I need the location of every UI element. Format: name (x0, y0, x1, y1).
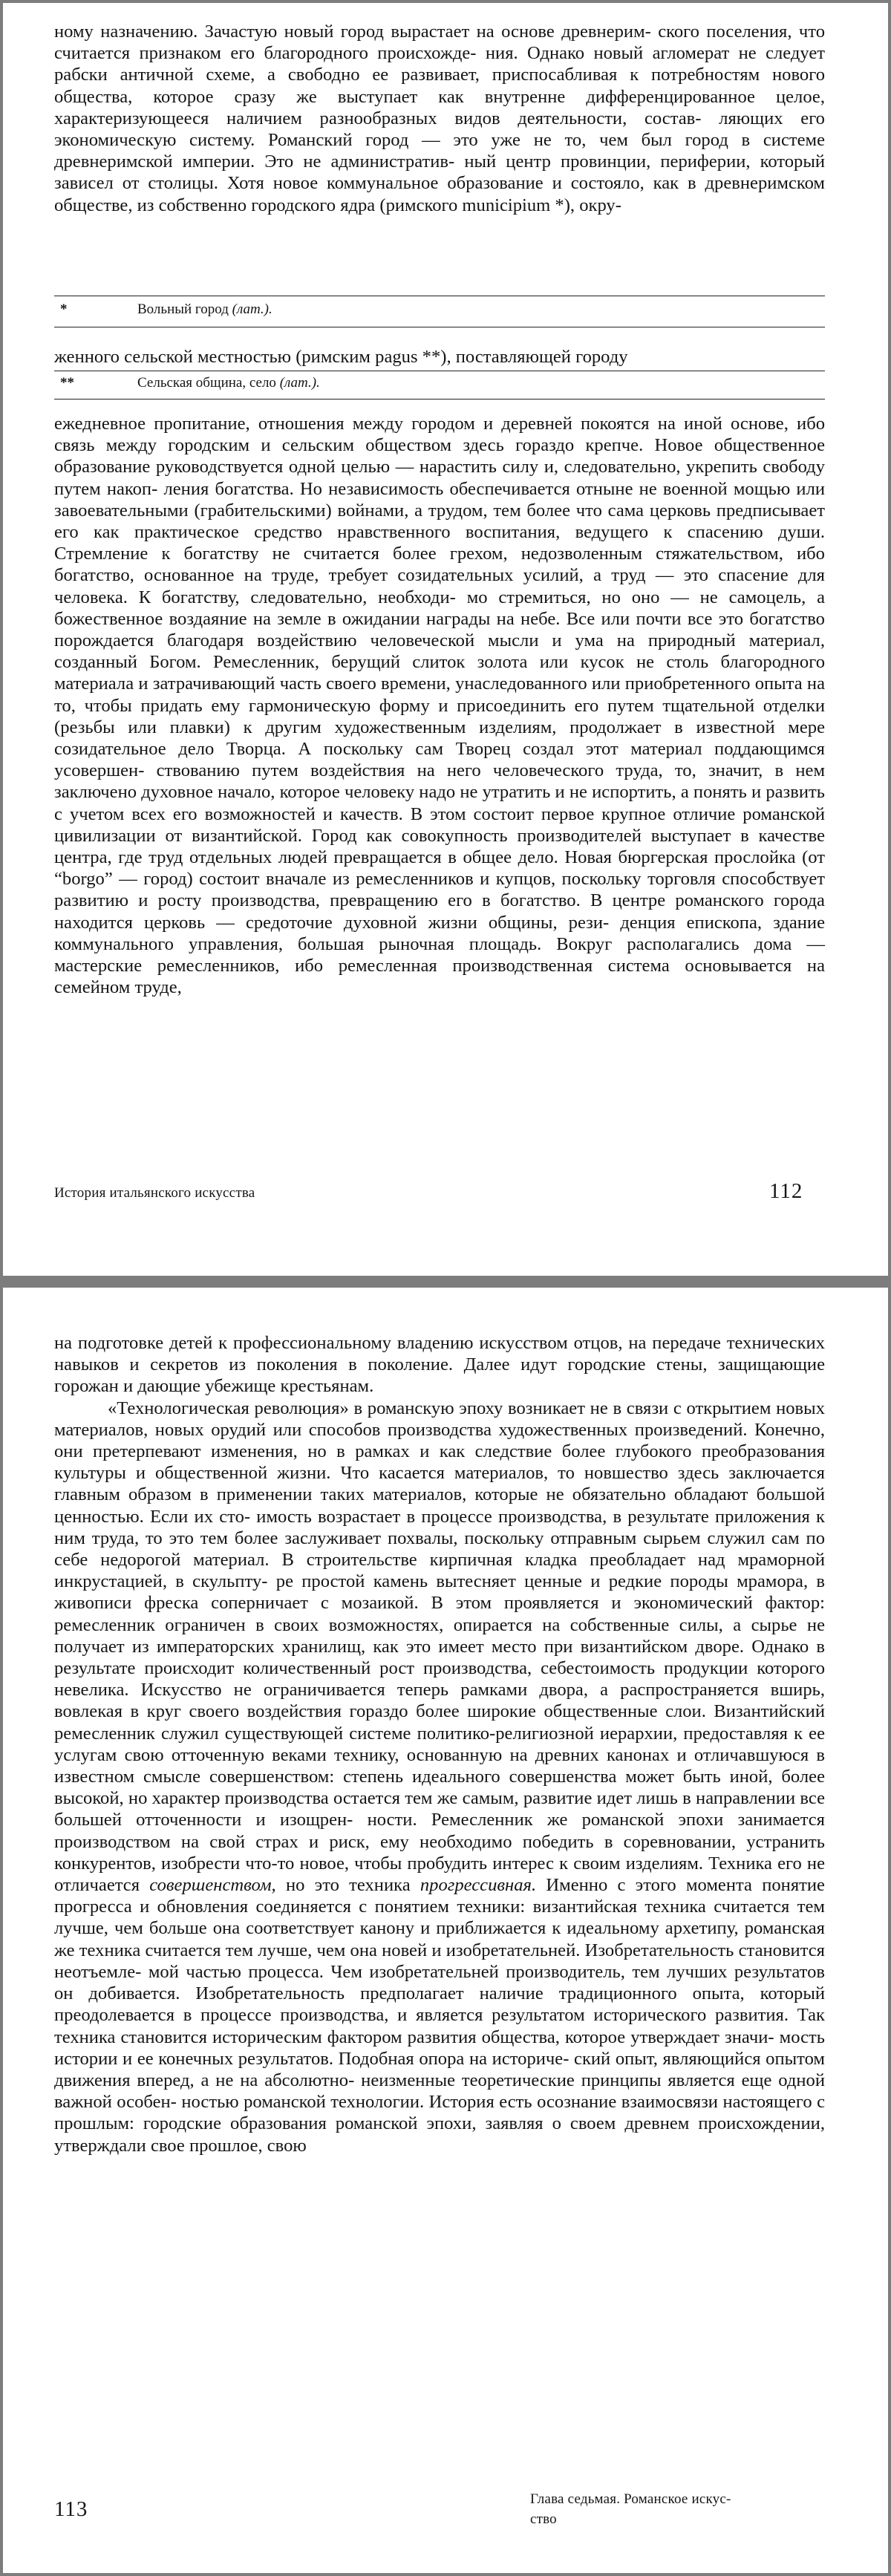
page-number: 112 (769, 1179, 803, 1203)
paragraph: женного сельской местностью (римским pagus **), поставляющей городу (54, 347, 628, 367)
running-head: История итальянского искусства (54, 1185, 255, 1201)
paragraph: ежедневное пропитание, отношения между городом и деревней покоятся на иной основе, ибо связь между городским и сельским обществом здесь гораздо крепче. Новое общественное образование руководствуется одной целью — нарастить силу и, следовательно, укрепить свободу путем накоп- ления богатства. Но независимость обеспечивается отныне не военной мощью или завоевательными (грабительскими) войнами, а трудом, тем более что сама церковь предписывает его как практическое средство нравственного воспитания, ведущего к спасению души. Стремление к богатству не считается более грехом, недозволенным стяжательством, ибо богатство, основанное на труде, требует созидательных усилий, а труд — это спасение для человека. К богатству, следовательно, необходи- мо стремиться, но оно — не самоцель, а божественное воздаяние на земле в ожидании награды на небе. Все или почти все это богатство порождается благодаря воздействию человеческой мысли и ума на природный материал, созданный Богом. Ремесленник, берущий слиток золота или кусок не столь благородного материала и затрачивающий часть своего времени, унаследованного или приобретенного опыта на то, чтобы придать ему гармоническую форму и присоединить его путем тщательной отделки (резьбы или плавки) к другим художественным изделиям, продолжает в известной мере созидательное дело Творца. А поскольку сам Творец создал этот материал поддающимся усовершен- ствованию путем воздействия на него человеческого труда, то, значит, в нем заключено духовное начало, которое человеку надо не утратить и не испортить, а понять и развить с учетом всех его возможностей и качеств. В этом состоит первое крупное отличие романской цивилизации от византийской. Город как совокупность производителей выступает в качестве центра, где труд отдельных людей превращается в общее дело. Новая бюргерская прослойка (от “borgo” — город) состоит вначале из ремесленников и купцов, поскольку торговля способствует развитию и росту производства, превращению его в богатство. В центре романского города находится церковь — средоточие духовной жизни общины, рези- денция епископа, здание коммунального управления, большая рыночная площадь. Вокруг располагались дома — мастерские ремесленников, ибо ремесленная производственная система основывается на семейном труде, (54, 414, 826, 998)
page-112 (3, 3, 888, 1276)
footnote-lang-tag: (лат.). (232, 301, 272, 317)
footnote-mark: * (60, 301, 68, 317)
paragraph: на подготовке детей к профессиональному владению искусством отцов, на передаче технических навыков и секретов из поколения в поколение. Далее идут городские стены, защищающие горожан и дающие убежище крестьянам. (54, 1333, 825, 1397)
footnote-mark: ** (60, 375, 74, 391)
body-text-main (54, 413, 825, 998)
footnote-pagus (54, 374, 825, 392)
paragraph: «Технологическая революция» в романскую эпоху возникает не в связи с открытием новых материалов, новых орудий или способов производства художественных произведений. Конечно, они претерпевают изменения, но в рамках и как следствие более глубокого преобразования культуры и общественной жизни. Что касается материалов, то новшество здесь заключается главным образом в применении таких материалов, которые не обязательно обладают большой ценностью. Если их сто- имость возрастает в процессе производства, в результате приложения к ним труда, то это тем более заслуживает похвалы, поскольку отправным сырьем служил сам по себе недорогой материал. В строительстве кирпичная кладка преобладает над мраморной инкрустацией, в скульпту- ре простой камень вытесняет ценные и редкие породы мрамора, в живописи фреска соперничает с мозаикой. В этом проявляется и экономический фактор: ремесленник ограничен в своих возможностях, опирается на собственные силы, а сырье не получает из императорских хранилищ, как это имеет место при византийском дворе. Однако в результате происходит количественный рост производства, себестоимость продукции которого невелика. Искусство не ограничивается теперь рамками двора, а распространяется вширь, вовлекая в круг своего воздействия гораздо более широкие общественные слои. Византийский ремесленник служил существующей системе политико-религиозной иерархии, предоставляя к ее услугам свою отточенную веками технику, основанную на древних канонах и отличавшуюся в известном смысле совершенством: степень идеального совершенства может быть иной, более высокой, но характер производства остается тем же самым, развитие идет лишь в направлении все большей отточенности и изощрен- ности. Ремесленник же романской эпохи занимается производством на свой страх и риск, ему необходимо победить в соревновании, устранить конкурентов, изобрести что-то новое, чтобы пробудить интерес к своим изделиям. Техника его не отличается совершенством, но это техника прогрессивная. Именно с этого момента понятие прогресса и обновления соединяется с понятием техники: византийская техника считается тем лучше, чем больше она соответствует канону и приближается к идеальному архетипу, романская же техника считается тем лучше, чем она новей и изобретательней. Изобретательность становится неотъемле- мой частью процесса. Чем изобретательней производитель, тем лучших результатов он добивается. Изобретательность предполагает наличие традиционного опыта, который преодолевается в процессе производства, и является результатом исторического развития. Так техника становится историческим фактором развития общества, которое утверждает значи- мость истории и ее конечных результатов. Подобная опора на историче- ский опыт, являющийся опытом движения вперед, а не на абсолютно- неизменные теоретические принципы является еще одной важной особен- ностью романской технологии. История есть осознание взаимосвязи настоящего с прошлым: городские образования романской эпохи, заявляя о своем древнем происхождении, утверждали свое прошлое, свою (54, 1398, 826, 2156)
footnote-text: Сельская община, село (137, 375, 276, 391)
footnote-divider (54, 399, 825, 400)
body-text-main (54, 1332, 825, 2156)
emphasis: совершенством, (149, 1875, 276, 1896)
page-number: 113 (54, 2497, 88, 2521)
running-head-line: ство (530, 2511, 557, 2527)
page-113 (3, 1288, 888, 2573)
body-text-middle (54, 346, 825, 368)
footnote-lang-tag: (лат.). (279, 375, 320, 391)
footnote-text: Вольный город (137, 301, 229, 317)
paragraph: ному назначению. Зачастую новый город вырастает на основе древнерим- ского поселения, что считается признаком его благородного происхожде- ния. Однако новый агломерат не следует рабски античной схеме, а свободно ее развивает, приспосабливая к потребностям нового общества, которое сразу же выступает как внутренне дифференцированное целое, характеризующееся наличием разнообразных видов деятельности, состав- ляющих его экономическую систему. Романский город — это уже не то, чем был город в системе древнеримской империи. Это не административ- ный центр провинции, периферии, который зависел от столицы. Хотя новое коммунальное образование и состояло, как в древнеримском обществе, из собственно городского ядра (римского municipium *), окру- (54, 22, 826, 215)
footnote-municipium (54, 301, 825, 319)
running-head-line: Глава седьмая. Романское искус- (530, 2491, 731, 2507)
body-text-top (54, 21, 825, 216)
running-head (530, 2489, 731, 2529)
emphasis: прогрессивная. (420, 1875, 537, 1896)
